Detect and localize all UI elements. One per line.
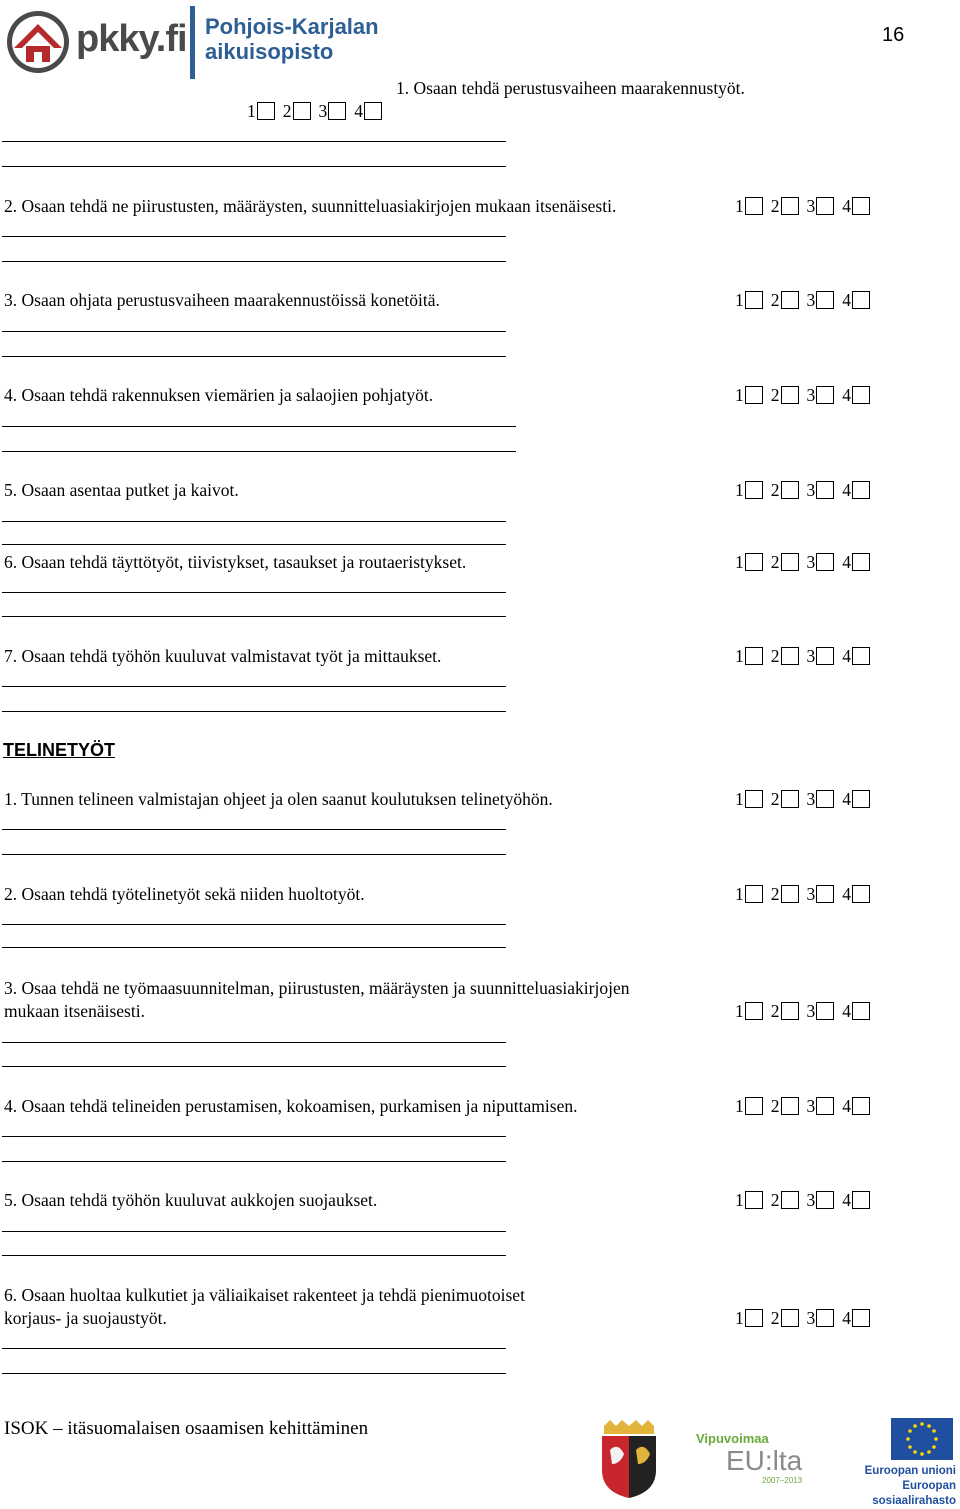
item-text: 3. Osaan ohjata perustusvaiheen maarakennustöissä konetöitä.: [4, 290, 440, 310]
scale-num: 3: [806, 884, 816, 904]
checkbox[interactable]: [816, 1191, 834, 1209]
answer-line[interactable]: [2, 1373, 506, 1374]
rating-scale: [735, 1308, 870, 1328]
checkbox[interactable]: [852, 481, 870, 499]
item-text: 1. Tunnen telineen valmistajan ohjeet ja olen saanut koulutuksen telinetyöhön.: [4, 789, 553, 809]
checkbox[interactable]: [816, 291, 834, 309]
checkbox[interactable]: [745, 291, 763, 309]
answer-line[interactable]: [2, 686, 506, 687]
checkbox[interactable]: [364, 102, 382, 120]
scale-num: 2: [770, 552, 780, 572]
checkbox[interactable]: [852, 885, 870, 903]
rating-scale: [735, 385, 870, 405]
checkbox[interactable]: [781, 790, 799, 808]
scale-num: 2: [770, 1096, 780, 1116]
checkbox[interactable]: [816, 197, 834, 215]
eu-line-2: Euroopan sosiaalirahasto: [872, 1480, 956, 1507]
scale-num: 4: [842, 290, 851, 310]
item-text: 2. Osaan tehdä työtelinetyöt sekä niiden huoltotyöt.: [4, 884, 365, 904]
answer-line[interactable]: [2, 1348, 506, 1349]
answer-line[interactable]: [2, 426, 516, 427]
item-text: 5. Osaan tehdä työhön kuuluvat aukkojen suojaukset.: [4, 1190, 378, 1210]
scale-num: 1: [735, 1096, 744, 1116]
scale-num: 1: [735, 646, 744, 666]
checkbox[interactable]: [816, 790, 834, 808]
answer-line[interactable]: [2, 1066, 506, 1067]
checkbox[interactable]: [745, 1191, 763, 1209]
checkbox[interactable]: [257, 102, 275, 120]
item-text: 7. Osaan tehdä työhön kuuluvat valmistavat työt ja mittaukset.: [4, 646, 442, 666]
scale-num: 4: [842, 1190, 851, 1210]
scale-num: 2: [770, 1308, 780, 1328]
checkbox[interactable]: [852, 647, 870, 665]
scale-num: 1: [735, 480, 744, 500]
answer-line[interactable]: [2, 544, 506, 545]
scale-num: 4: [842, 1001, 851, 1021]
checkbox[interactable]: [852, 1002, 870, 1020]
checkbox[interactable]: [745, 386, 763, 404]
scale-num: 4: [354, 101, 363, 121]
answer-line[interactable]: [2, 924, 506, 925]
checkbox[interactable]: [852, 1191, 870, 1209]
scale-num: 3: [806, 385, 816, 405]
logo-line-1: Pohjois-Karjalan: [205, 14, 379, 39]
checkbox[interactable]: [328, 102, 346, 120]
rating-scale: [735, 646, 870, 666]
checkbox[interactable]: [781, 1097, 799, 1115]
checkbox[interactable]: [781, 291, 799, 309]
scale-num: 1: [735, 884, 744, 904]
scale-num: 3: [806, 552, 816, 572]
scale-num: 3: [806, 290, 816, 310]
checkbox[interactable]: [781, 1191, 799, 1209]
rating-scale: [735, 480, 870, 500]
scale-num: 4: [842, 1308, 851, 1328]
scale-num: 2: [770, 1001, 780, 1021]
item-text: 2. Osaan tehdä ne piirustusten, määräysten, suunnitteluasiakirjojen mukaan itsenäisesti.: [4, 196, 617, 216]
logo-line-2: aikuisopisto: [205, 39, 334, 64]
scale-num: 3: [806, 480, 816, 500]
rating-scale: [247, 101, 382, 121]
item-text: 6. Osaan huoltaa kulkutiet ja väliaikaiset rakenteet ja tehdä pienimuotoiset: [4, 1285, 525, 1305]
scale-num: 2: [770, 1190, 780, 1210]
scale-num: 2: [770, 196, 780, 216]
item-text: 1. Osaan tehdä perustusvaiheen maarakennustyöt.: [396, 78, 745, 98]
checkbox[interactable]: [816, 553, 834, 571]
item-text: 6. Osaan tehdä täyttötyöt, tiivistykset, tasaukset ja routaeristykset.: [4, 552, 467, 572]
answer-line[interactable]: [2, 356, 506, 357]
checkbox[interactable]: [745, 1309, 763, 1327]
pkky-logo: [4, 6, 187, 76]
scale-num: 4: [842, 480, 851, 500]
scale-num: 2: [770, 789, 780, 809]
checkbox[interactable]: [816, 386, 834, 404]
scale-num: 4: [842, 196, 851, 216]
checkbox[interactable]: [745, 790, 763, 808]
answer-line[interactable]: [2, 141, 506, 142]
item-text: 5. Osaan asentaa putket ja kaivot.: [4, 480, 239, 500]
answer-line[interactable]: [2, 521, 506, 522]
logo-divider: [190, 6, 195, 79]
scale-num: 1: [735, 196, 744, 216]
checkbox[interactable]: [781, 197, 799, 215]
rating-scale: [735, 884, 870, 904]
answer-line[interactable]: [2, 331, 506, 332]
eu-line-1: Euroopan unioni: [864, 1465, 956, 1477]
item-text-continued: korjaus- ja suojaustyöt.: [4, 1308, 167, 1328]
checkbox[interactable]: [852, 553, 870, 571]
item-text: 3. Osaa tehdä ne työmaasuunnitelman, piirustusten, määräysten ja suunnitteluasiakirjojen: [4, 978, 630, 998]
checkbox[interactable]: [852, 291, 870, 309]
checkbox[interactable]: [816, 1002, 834, 1020]
checkbox[interactable]: [816, 885, 834, 903]
rating-scale: [735, 196, 870, 216]
answer-line[interactable]: [2, 1136, 506, 1137]
item-text-continued: mukaan itsenäisesti.: [4, 1001, 145, 1021]
scale-num: 2: [282, 101, 292, 121]
scale-num: 3: [806, 646, 816, 666]
checkbox[interactable]: [852, 1097, 870, 1115]
vipu-line-1: Vipuvoimaa: [696, 1431, 769, 1446]
checkbox[interactable]: [745, 647, 763, 665]
scale-num: 3: [806, 789, 816, 809]
scale-num: 3: [806, 1096, 816, 1116]
scale-num: 1: [735, 1308, 744, 1328]
rating-scale: [735, 1190, 870, 1210]
scale-num: 2: [770, 884, 780, 904]
page-number: 16: [882, 24, 905, 46]
checkbox[interactable]: [781, 885, 799, 903]
checkbox[interactable]: [781, 647, 799, 665]
checkbox[interactable]: [781, 1309, 799, 1327]
scale-num: 3: [318, 101, 328, 121]
checkbox[interactable]: [781, 553, 799, 571]
aikuisopisto-logo: [205, 14, 379, 64]
answer-line[interactable]: [2, 166, 506, 167]
answer-line[interactable]: [2, 451, 516, 452]
checkbox[interactable]: [781, 1002, 799, 1020]
scale-num: 4: [842, 1096, 851, 1116]
answer-line[interactable]: [2, 616, 506, 617]
footer-text: ISOK – itäsuomalaisen osaamisen kehittäminen: [4, 1418, 369, 1439]
scale-num: 2: [770, 290, 780, 310]
scale-num: 3: [806, 196, 816, 216]
answer-line[interactable]: [2, 854, 506, 855]
checkbox[interactable]: [852, 197, 870, 215]
checkbox[interactable]: [745, 553, 763, 571]
answer-line[interactable]: [2, 592, 506, 593]
rating-scale: [735, 1096, 870, 1116]
scale-num: 4: [842, 646, 851, 666]
scale-num: 1: [735, 290, 744, 310]
scale-num: 1: [735, 552, 744, 572]
scale-num: 2: [770, 480, 780, 500]
rating-scale: [735, 552, 870, 572]
checkbox[interactable]: [816, 481, 834, 499]
scale-num: 3: [806, 1308, 816, 1328]
answer-line[interactable]: [2, 1161, 506, 1162]
answer-line[interactable]: [2, 829, 506, 830]
checkbox[interactable]: [745, 1097, 763, 1115]
vipu-line-2: EU:lta: [726, 1445, 803, 1476]
checkbox[interactable]: [816, 1309, 834, 1327]
checkbox[interactable]: [781, 386, 799, 404]
checkbox[interactable]: [745, 1002, 763, 1020]
checkbox[interactable]: [781, 481, 799, 499]
checkbox[interactable]: [745, 885, 763, 903]
checkbox[interactable]: [852, 386, 870, 404]
item-text: 4. Osaan tehdä telineiden perustamisen, kokoamisen, purkamisen ja niputtamisen.: [4, 1096, 578, 1116]
checkbox[interactable]: [816, 647, 834, 665]
item-text: 4. Osaan tehdä rakennuksen viemärien ja salaojien pohjatyöt.: [4, 385, 434, 405]
vipu-years: 2007–2013: [762, 1476, 803, 1485]
checkbox[interactable]: [816, 1097, 834, 1115]
eu-text: [820, 1464, 956, 1509]
checkbox[interactable]: [852, 790, 870, 808]
pkky-logo-text: pkky.fi: [76, 18, 187, 60]
checkbox[interactable]: [293, 102, 311, 120]
answer-line[interactable]: [2, 261, 506, 262]
checkbox[interactable]: [745, 197, 763, 215]
scale-num: 3: [806, 1001, 816, 1021]
scale-num: 1: [247, 101, 256, 121]
coat-of-arms-icon: [598, 1420, 660, 1498]
scale-num: 4: [842, 385, 851, 405]
section-heading: TELINETYÖT: [3, 740, 115, 760]
scale-num: 1: [735, 385, 744, 405]
checkbox[interactable]: [852, 1309, 870, 1327]
scale-num: 1: [735, 789, 744, 809]
answer-line[interactable]: [2, 947, 506, 948]
scale-num: 2: [770, 385, 780, 405]
scale-num: 1: [735, 1190, 744, 1210]
scale-num: 4: [842, 552, 851, 572]
answer-line[interactable]: [2, 711, 506, 712]
answer-line[interactable]: [2, 1231, 506, 1232]
answer-line[interactable]: [2, 1042, 506, 1043]
scale-num: 3: [806, 1190, 816, 1210]
scale-num: 4: [842, 884, 851, 904]
scale-num: 1: [735, 1001, 744, 1021]
scale-num: 2: [770, 646, 780, 666]
checkbox[interactable]: [745, 481, 763, 499]
vipuvoimaa-logo: [696, 1432, 802, 1485]
eu-flag-icon: [866, 1418, 956, 1460]
rating-scale: [735, 1001, 870, 1021]
scale-num: 4: [842, 789, 851, 809]
answer-line[interactable]: [2, 236, 506, 237]
answer-line[interactable]: [2, 1255, 506, 1256]
rating-scale: [735, 290, 870, 310]
rating-scale: [735, 789, 870, 809]
